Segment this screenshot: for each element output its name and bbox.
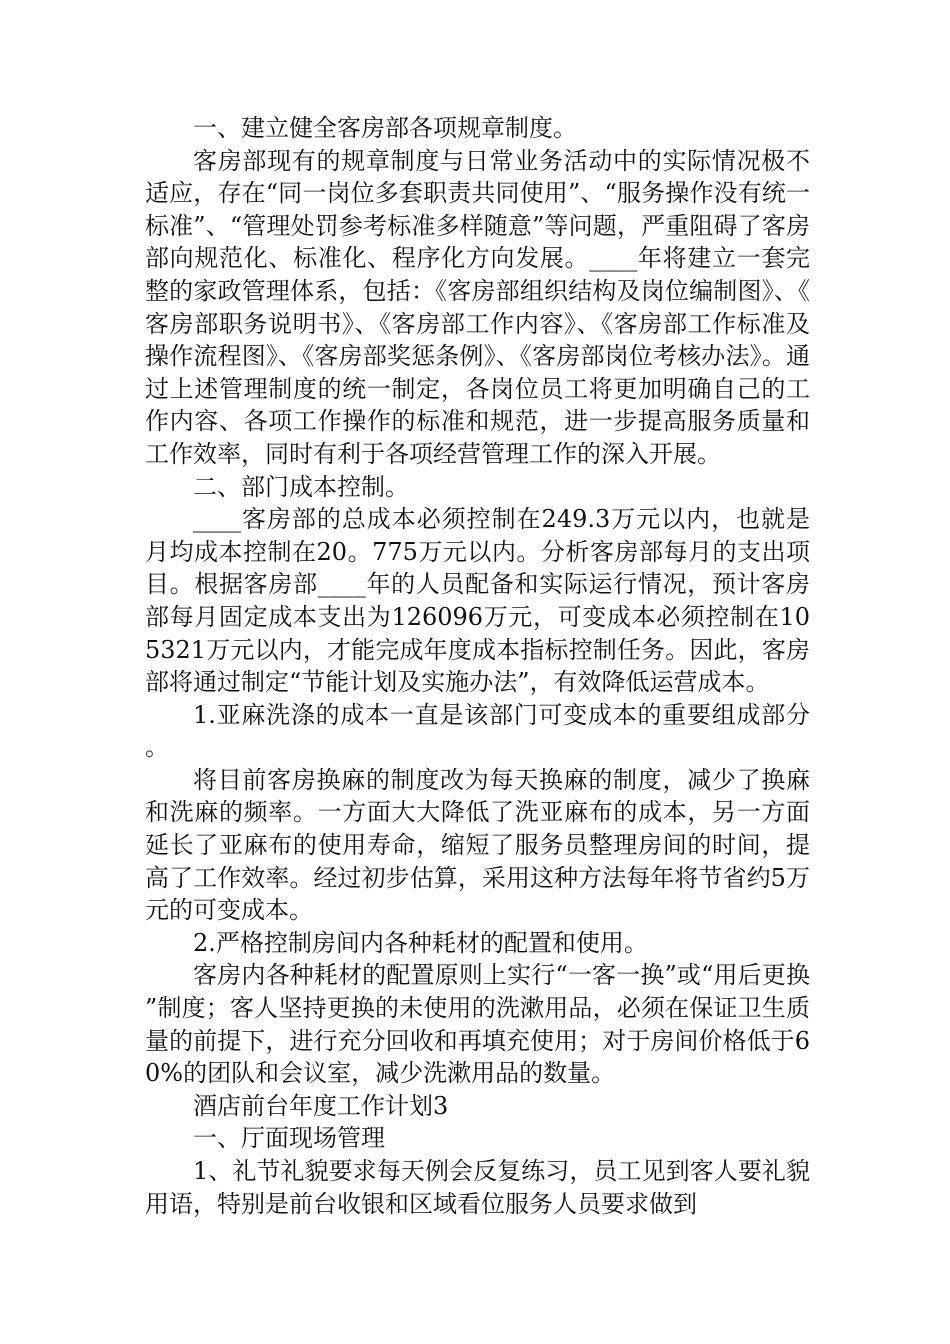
paragraph-linen-change: 将目前客房换麻的制度改为每天换麻的制度，减少了换麻和洗麻的频率。一方面大大降低了洗亚麻布的成本，另一方面延长了亚麻布的使用寿命，缩短了服务员整理房间的时间，提高了工作效率。经过初步估算，采用这种方法每年将节省约5万元的可变成本。 bbox=[145, 765, 810, 925]
plan-title-3: 酒店前台年度工作计划3 bbox=[193, 1091, 449, 1120]
section-heading-floor-management: 一、厅面现场管理 bbox=[193, 1124, 385, 1153]
paragraph-etiquette: 1、礼节礼貌要求每天例会反复练习，员工见到客人要礼貌用语，特别是前台收银和区域看位服务人员要求做到 bbox=[145, 1157, 810, 1218]
paragraph-rules-system: 客房部现有的规章制度与日常业务活动中的实际情况极不适应，存在“同一岗位多套职责共同使用”、“服务操作没有统一标准”、“管理处罚参考标准多样随意”等问题，严重阻碍了客房部向规范化、标准化、程序化方向发展。____年将建立一套完整的家政管理体系，包括：《客房部组织结构及岗位编制图》、《客房部职务说明书》、《客房部工作内容》、《客房部工作标准及操作流程图》、《客房部奖惩条例》、《客房部岗位考核办法》。通过上述管理制度的统一制定，各岗位员工将更加明确自己的工作内容、各项工作操作的标准和规范，进一步提高服务质量和工作效率，同时有利于各项经营管理工作的深入开展。 bbox=[145, 146, 810, 468]
section-heading-1: 一、建立健全客房部各项规章制度。 bbox=[193, 114, 577, 142]
list-item-linen-heading: 1.亚麻洗涤的成本一直是该部门可变成本的重要组成部分。 bbox=[145, 700, 810, 762]
document-page bbox=[145, 112, 810, 1220]
paragraph-consumables: 客房内各种耗材的配置原则上实行“一客一换”或“用后更换”制度；客人坚持更换的未使用的洗漱用品，必须在保证卫生质量的前提下，进行充分回收和再填充使用；对于房间价格低于60%的团队和会议室，减少洗漱用品的数量。 bbox=[145, 961, 810, 1088]
paragraph-cost-control: ____客房部的总成本必须控制在249.3万元以内，也就是月均成本控制在20。775万元以内。分析客房部每月的支出项目。根据客房部____年的人员配备和实际运行情况，预计客房部每月固定成本支出为126096万元，可变成本必须控制在105321万元以内，才能完成年度成本指标控制任务。因此，客房部将通过制定“节能计划及实施办法”，有效降低运营成本。 bbox=[145, 505, 810, 697]
section-heading-2: 二、部门成本控制。 bbox=[193, 472, 409, 501]
list-item-consumables-heading: 2.严格控制房间内各种耗材的配置和使用。 bbox=[193, 928, 648, 957]
